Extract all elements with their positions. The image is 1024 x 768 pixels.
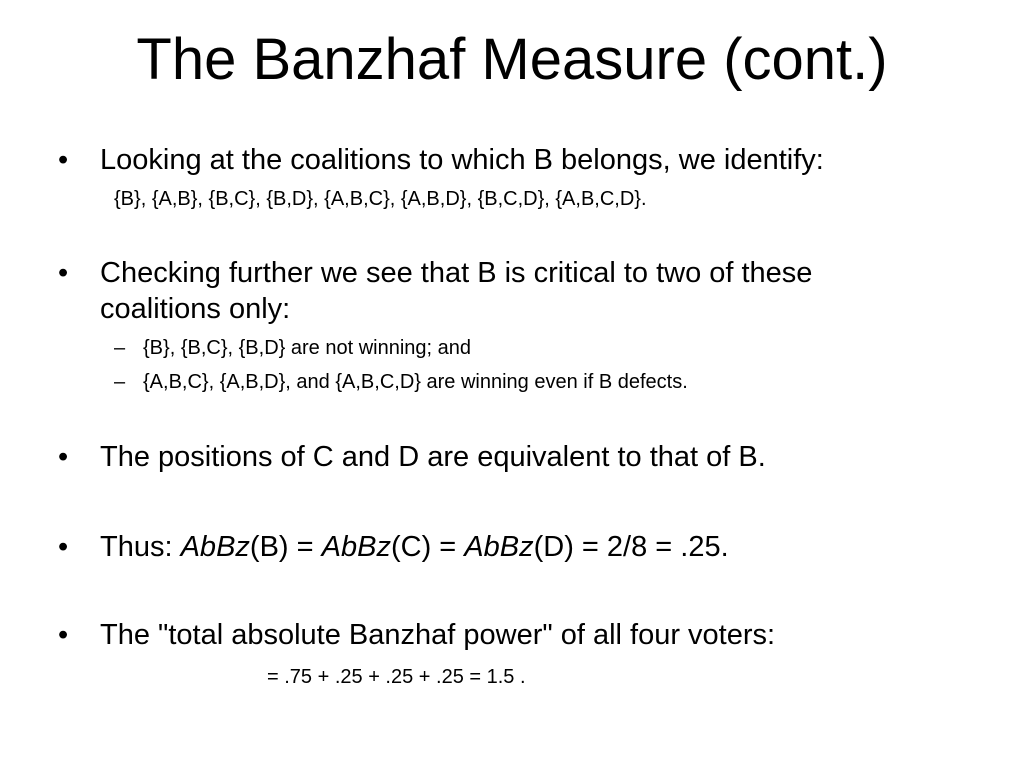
bullet-text: The positions of C and D are equivalent to that of B. bbox=[100, 441, 766, 473]
bullet-icon: • bbox=[58, 619, 69, 651]
coalition-list: {B}, {A,B}, {B,C}, {B,D}, {A,B,C}, {A,B,D}, {B,C,D}, {A,B,C,D}. bbox=[114, 188, 647, 210]
dash-icon: – bbox=[114, 337, 126, 359]
bullet-text: The "total absolute Banzhaf power" of all four voters: bbox=[100, 619, 776, 651]
abbz-function: AbBz bbox=[321, 531, 391, 563]
formula-part: (C) = bbox=[390, 531, 465, 563]
formula-part: (B) = bbox=[249, 531, 322, 563]
formula-line bbox=[100, 529, 729, 565]
formula-prefix: Thus: bbox=[100, 531, 181, 563]
bullet-icon: • bbox=[58, 531, 69, 563]
bullet-icon: • bbox=[58, 257, 69, 289]
bullet-icon: • bbox=[58, 144, 69, 176]
sub-bullet-text: {B}, {B,C}, {B,D} are not winning; and bbox=[143, 337, 472, 359]
bullet-icon: • bbox=[58, 441, 69, 473]
total-power-sum: = .75 + .25 + .25 + .25 = 1.5 . bbox=[267, 666, 526, 688]
bullet-text-line2: coalitions only: bbox=[100, 293, 291, 325]
bullet-text-line1: Checking further we see that B is critical to two of these bbox=[100, 257, 813, 289]
formula-part: (D) = 2/8 = .25. bbox=[533, 531, 729, 563]
abbz-function: AbBz bbox=[180, 531, 250, 563]
sub-bullet-text: {A,B,C}, {A,B,D}, and {A,B,C,D} are winning even if B defects. bbox=[143, 371, 688, 393]
dash-icon: – bbox=[114, 371, 126, 393]
abbz-function: AbBz bbox=[464, 531, 534, 563]
slide-title: The Banzhaf Measure (cont.) bbox=[136, 27, 888, 92]
bullet-text: Looking at the coalitions to which B belongs, we identify: bbox=[100, 144, 824, 176]
